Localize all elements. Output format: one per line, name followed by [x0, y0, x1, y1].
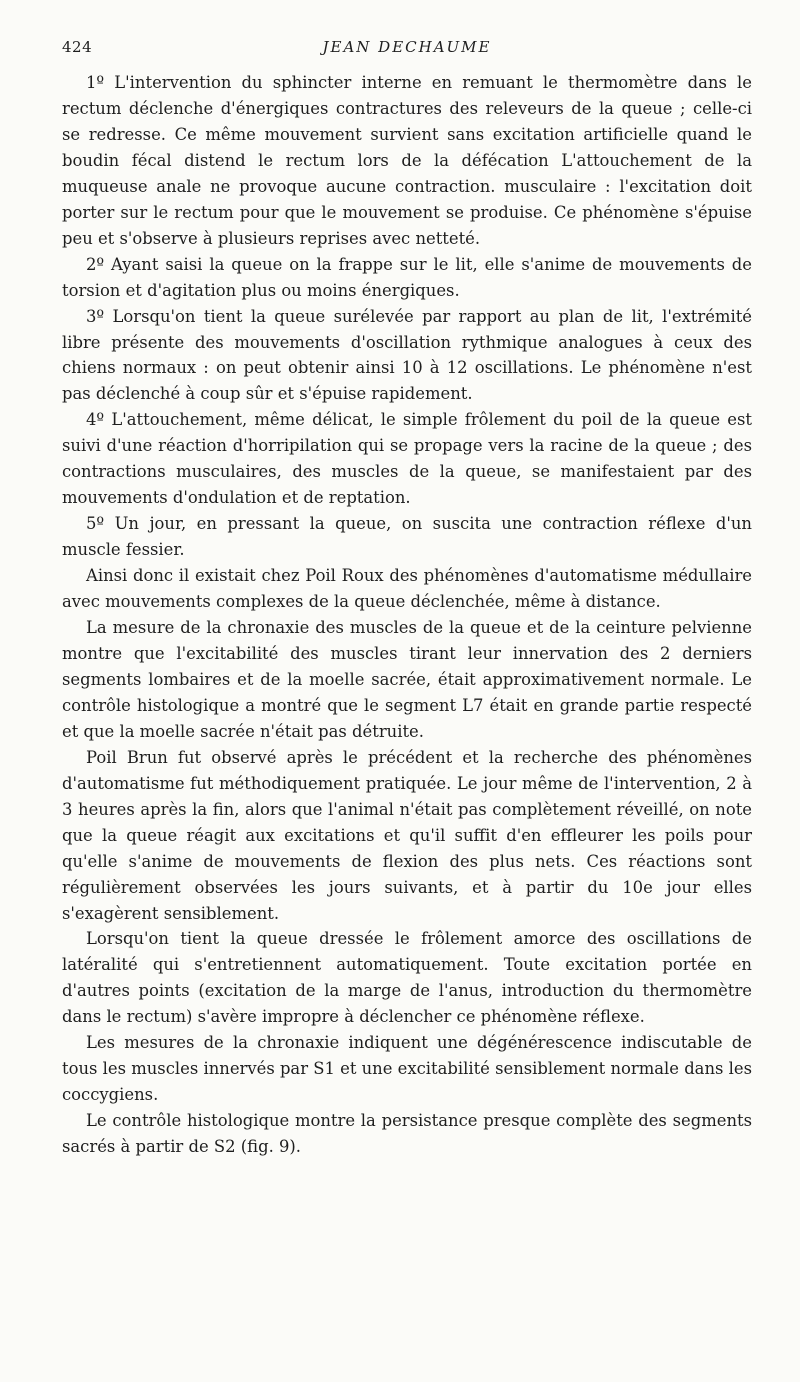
page-header	[62, 38, 752, 66]
page-number: 424	[62, 38, 93, 56]
paragraph-point-5: 5º Un jour, en pressant la queue, on suscita une contraction réflexe d'un muscle fessier.	[62, 514, 752, 560]
running-head: JEAN DECHAUME	[322, 38, 492, 56]
paragraph-summary-poil-roux: Ainsi donc il existait chez Poil Roux des phénomènes d'automatisme médullaire avec mouvements complexes de la queue déclenchée, même à distance.	[62, 566, 752, 612]
paragraph-poil-brun: Poil Brun fut observé après le précédent et la recherche des phénomènes d'automatisme fut méthodiquement pratiquée. Le jour même de l'intervention, 2 à 3 heures après la fin, alors que l'animal n'était pas complètement réveillé, on note que la queue réagit aux excitations et qu'il suffit d'en effleurer les poils pour qu'elle s'anime de mouvements de flexion des plus nets. Ces réactions sont régulièrement observées les jours suivants, et à partir du 10e jour elles s'exagèrent sensiblement.	[62, 747, 752, 923]
body-text	[62, 70, 752, 1160]
paragraph-chronaxie-poil-roux: La mesure de la chronaxie des muscles de la queue et de la ceinture pelvienne montre que l'excitabilité des muscles tirant leur innervation des 2 derniers segments lombaires et de la moelle sacrée, était approximativement normale. Le contrôle histologique a montré que le segment L7 était en grande partie respecté et que la moelle sacrée n'était pas détruite.	[62, 618, 752, 741]
paragraph-point-1: 1º L'intervention du sphincter interne en remuant le thermomètre dans le rectum déclenche d'énergiques contractures des releveurs de la queue ; celle-ci se redresse. Ce même mouvement survient sans excitation artificielle quand le boudin fécal distend le rectum lors de la défécation L'attouchement de la muqueuse anale ne provoque aucune contraction. musculaire : l'excitation doit porter sur le rectum pour que le mouvement se produise. Ce phénomène s'épuise peu et s'observe à plusieurs reprises avec netteté.	[62, 73, 752, 248]
paragraph-point-4: 4º L'attouchement, même délicat, le simple frôlement du poil de la queue est suivi d'une réaction d'horripilation qui se propage vers la racine de la queue ; des contractions musculaires, des muscles de la queue, se manifestaient par des mouvements d'ondulation et de reptation.	[62, 410, 752, 508]
paragraph-point-3: 3º Lorsqu'on tient la queue surélevée par rapport au plan de lit, l'extrémité libre présente des mouvements d'oscillation rythmique analogues à ceux des chiens normaux : on peut obtenir ainsi 10 à 12 oscillations. Le phénomène n'est pas déclenché à coup sûr et s'épuise rapidement.	[62, 306, 752, 404]
paragraph-oscillations: Lorsqu'on tient la queue dressée le frôlement amorce des oscillations de latéralité qui s'entretiennent automatiquement. Toute excitation portée en d'autres points (excitation de la marge de l'anus, introduction du thermomètre dans le rectum) s'avère impropre à déclencher ce phénomène réflexe.	[62, 929, 752, 1027]
paragraph-chronaxie-poil-brun: Les mesures de la chronaxie indiquent une dégénérescence indiscutable de tous les muscles innervés par S1 et une excitabilité sensiblement normale dans les coccygiens.	[62, 1033, 752, 1105]
paragraph-histologie: Le contrôle histologique montre la persistance presque complète des segments sacrés à partir de S2 (fig. 9).	[62, 1111, 752, 1157]
paragraph-point-2: 2º Ayant saisi la queue on la frappe sur le lit, elle s'anime de mouvements de torsion et d'agitation plus ou moins énergiques.	[62, 254, 752, 300]
